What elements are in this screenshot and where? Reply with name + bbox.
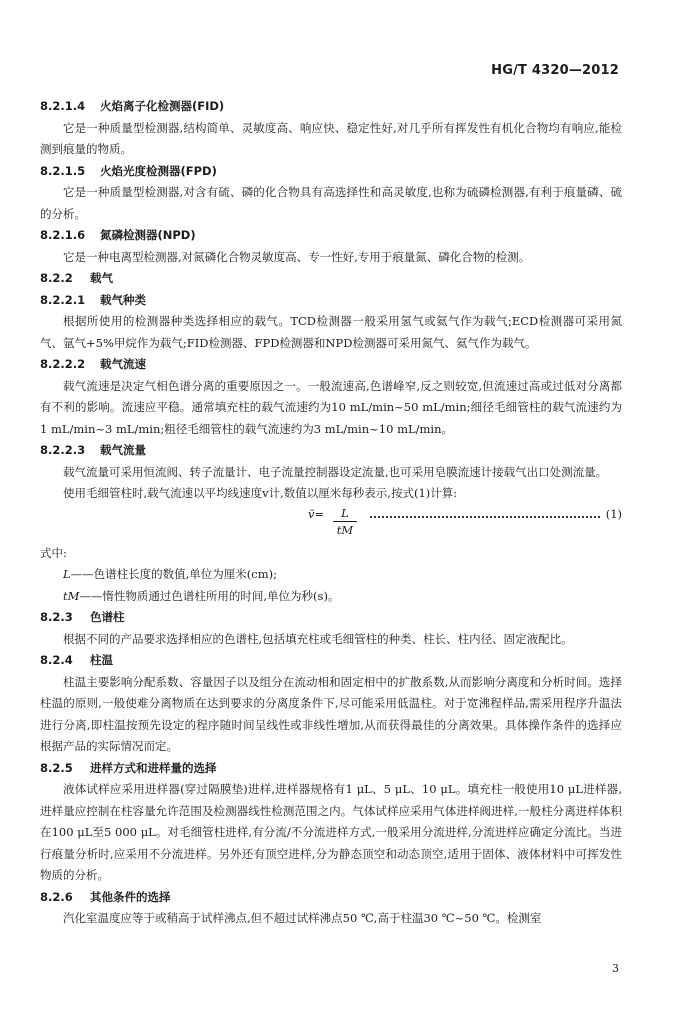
heading-8-2-2: [40, 268, 622, 290]
definition-symbol: tM: [63, 588, 80, 603]
heading-title: 进样方式和进样量的选择: [90, 760, 217, 775]
heading-title: 柱温: [90, 653, 113, 667]
heading-number: 8.2.5: [40, 760, 73, 775]
paragraph: 它是一种电离型检测器,对氮磷化合物灵敏度高、专一性好,专用于痕量氮、磷化合物的检测。: [63, 249, 531, 264]
paragraph: 载气流量可采用恒流阀、转子流量计、电子流量控制器设定流量,也可采用皂膜流速计接载气出口处测流量。: [63, 464, 608, 479]
paragraph: 柱温主要影响分配系数、容量因子以及组分在流动相和固定相中的扩散系数,从而影响分离度和分析时间。选择柱温的原则,一般使难分离物质在达到要求的分离度条件下,尽可能采用低温柱。对于宽沸程样品,需采用程序升温法进行分离,即柱温按预先设定的程序随时间呈线性或非线性增加,从而获得最佳的分离效果。具体操作条件的选择应根据产品的实际情况而定。: [40, 674, 622, 753]
heading-8-2-6: [40, 887, 622, 909]
formula-denominator: tM: [336, 522, 354, 537]
heading-number: 8.2.4: [40, 653, 73, 667]
paragraph: 它是一种质量型检测器,对含有硫、磷的化合物具有高选择性和高灵敏度,也称为硫磷检测器,有利于痕量磷、硫的分析。: [40, 185, 622, 221]
paragraph: 使用毛细管柱时,载气流速以平均线速度v计,数值以厘米每秒表示,按式(1)计算:: [63, 486, 458, 500]
heading-title: 其他条件的选择: [90, 889, 171, 904]
definition-row: [40, 586, 622, 608]
heading-number: 8.2.2.2: [40, 357, 86, 371]
heading-number: 8.2.1.5: [40, 163, 86, 178]
heading-8-2-1-4: [40, 96, 622, 118]
heading-number: 8.2.2: [40, 271, 73, 285]
formula-numerator: L: [333, 505, 357, 522]
heading-title: 氮磷检测器(NPD): [100, 228, 196, 242]
heading-title: 载气种类: [100, 292, 146, 307]
heading-title: 火焰光度检测器(FPD): [100, 163, 217, 178]
document-body: [40, 96, 622, 930]
definition-text: ——惰性物质通过色谱柱所用的时间,单位为秒(s)。: [79, 588, 340, 603]
heading-number: 8.2.3: [40, 610, 73, 624]
heading-8-2-2-3: [40, 440, 622, 462]
paragraph: 它是一种质量型检测器,结构简单、灵敏度高、响应快、稳定性好,对几乎所有挥发性有机化合物均有响应,能检测到痕量的物质。: [40, 120, 622, 156]
heading-title: 火焰离子化检测器(FID): [100, 99, 225, 113]
heading-title: 色谱柱: [90, 610, 125, 624]
formula-1: [40, 505, 622, 543]
heading-number: 8.2.2.1: [40, 292, 86, 307]
heading-title: 载气流速: [100, 357, 146, 371]
paragraph: 根据不同的产品要求选择相应的色谱柱,包括填充柱或毛细管柱的种类、柱长、柱内径、固定液配比。: [63, 631, 573, 646]
paragraph: 根据所使用的检测器种类选择相应的载气。TCD检测器一般采用氢气或氦气作为载气;ECD检测器可采用氮气、氩气+5%甲烷作为载气;FID检测器、FPD检测器和NPD检测器可采用氮气、氦气作为载气。: [40, 314, 622, 350]
heading-8-2-2-1: [40, 290, 622, 312]
formula-lhs: v̄=: [308, 506, 325, 521]
paragraph: 汽化室温度应等于或稍高于试样沸点,但不超过试样沸点50 ℃,高于柱温30 ℃~50 ℃。检测室: [63, 911, 542, 925]
paragraph: 液体试样应采用进样器(穿过隔膜垫)进样,进样器规格有1 μL、5 μL、10 μL。填充柱一般使用10 μL进样器,进样量应控制在柱容量允许范围及检测器线性检测范围之内。气体试样应采用气体进样阀进样,一般柱分离进样体积在100 μL至5 000 μL。对毛细管柱进样,有分流/不分流进样方式,一般采用分流进样,分流进样应确定分流比。当进行痕量分析时,应采用不分流进样。另外还有顶空进样,分为静态顶空和动态顶空,适用于固体、液体材料中可挥发性物质的分析。: [40, 782, 622, 882]
heading-number: 8.2.2.3: [40, 443, 86, 457]
standard-code-header: HG/T 4320—2012: [491, 63, 619, 78]
heading-title: 载气流量: [100, 443, 146, 457]
definition-symbol: L: [63, 567, 71, 581]
leader-dots: [370, 515, 600, 518]
heading-8-2-4: [40, 650, 622, 672]
heading-title: 载气: [90, 271, 113, 285]
heading-8-2-5: [40, 758, 622, 780]
heading-number: 8.2.6: [40, 889, 73, 904]
where-label: 式中:: [40, 545, 67, 560]
heading-number: 8.2.1.6: [40, 228, 86, 242]
heading-number: 8.2.1.4: [40, 99, 86, 113]
paragraph: 载气流速是决定气相色谱分离的重要原因之一。一般流速高,色谱峰窄,反之则较宽,但流速过高或过低对分离都有不利的影响。流速应平稳。通常填充柱的载气流速约为10 mL/min~50 mL/min;细径毛细管柱的载气流速约为1 mL/min~3 mL/min;粗径毛细管柱的载气流速约为3 mL/min~10 mL/min。: [40, 378, 622, 436]
equation-number: (1): [605, 506, 622, 521]
heading-8-2-2-2: [40, 354, 622, 376]
heading-8-2-1-6: [40, 225, 622, 247]
heading-8-2-3: [40, 607, 622, 629]
heading-8-2-1-5: [40, 161, 622, 183]
definition-text: ——色谱柱长度的数值,单位为厘米(cm);: [70, 567, 277, 581]
definition-row: [40, 564, 622, 586]
page-number: 3: [612, 962, 619, 975]
formula-fraction: [333, 505, 357, 538]
